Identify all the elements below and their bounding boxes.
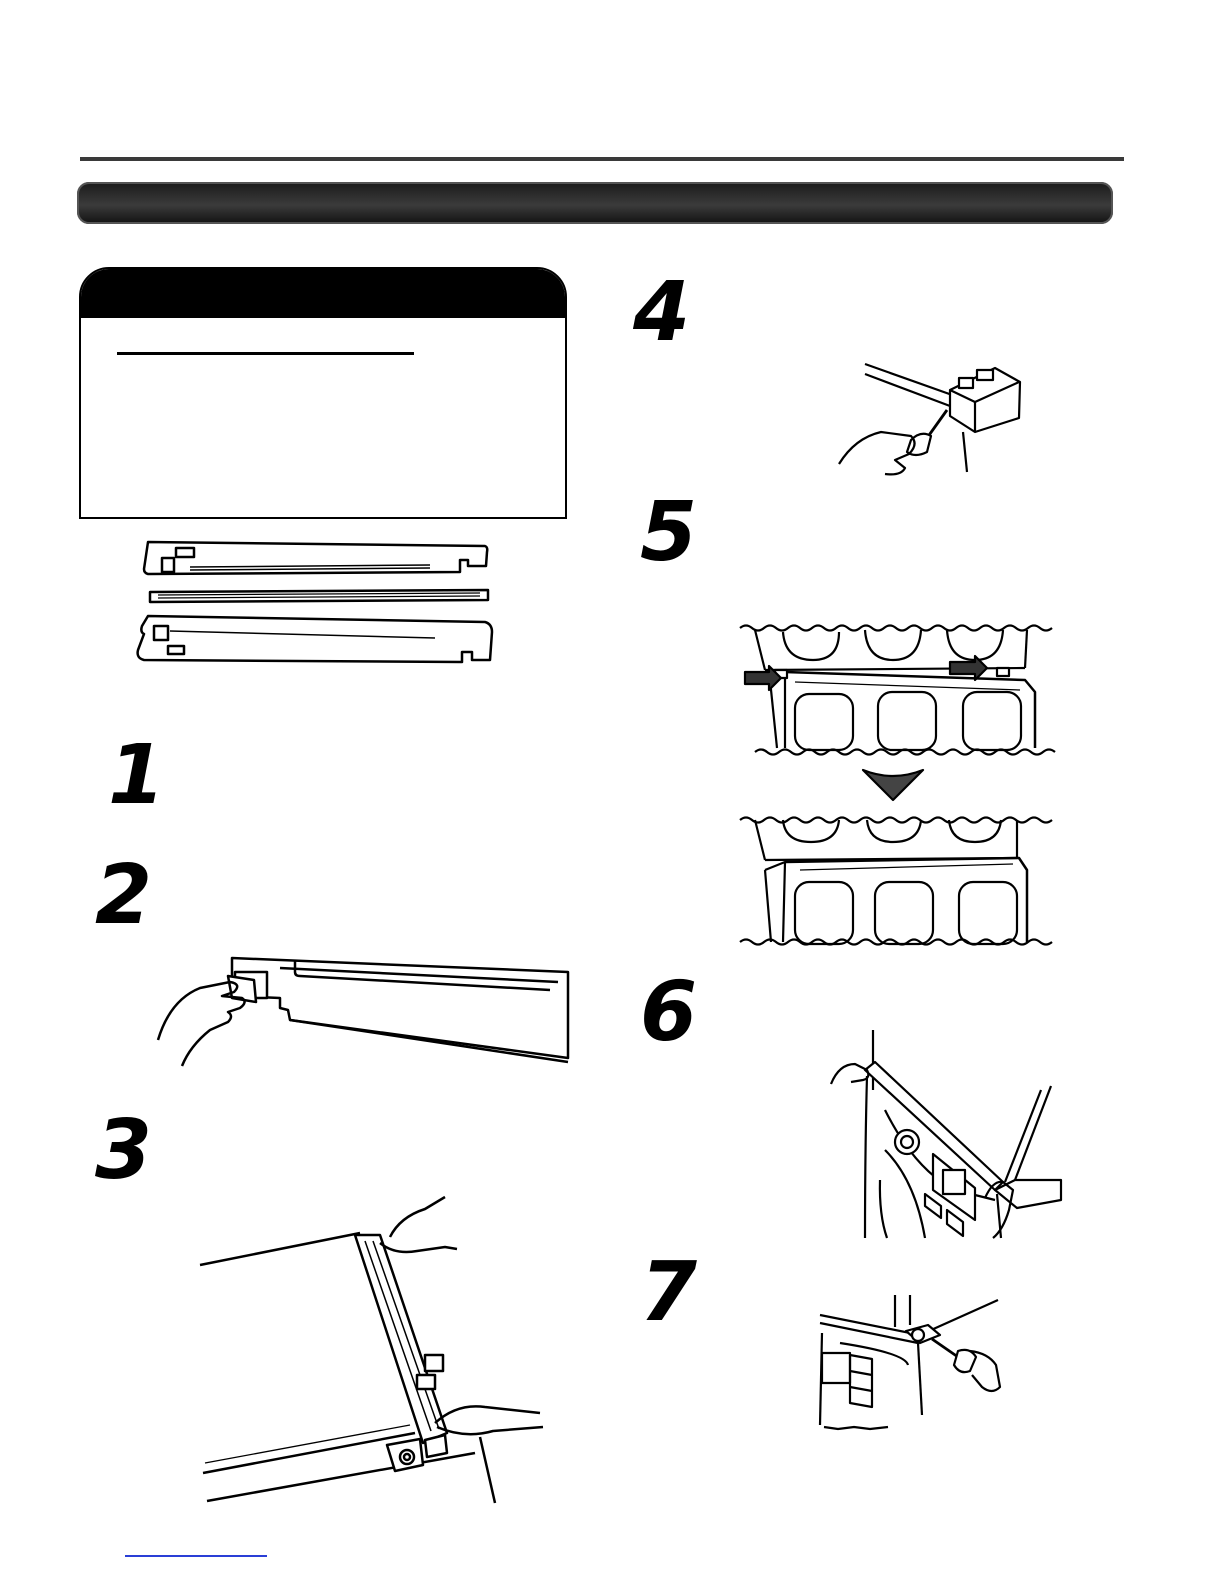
step-number-3: 3 <box>95 1103 151 1198</box>
step-7-illustration <box>810 1295 1035 1435</box>
kit-parts-illustration <box>130 540 500 670</box>
kit-contents-box <box>79 267 567 519</box>
step-6-illustration <box>825 1030 1065 1240</box>
header-rule <box>80 157 1124 161</box>
step-number-6: 6 <box>640 965 696 1060</box>
section-title-bar <box>77 182 1113 224</box>
step-number-5: 5 <box>640 485 696 580</box>
step-3-illustration <box>195 1195 555 1510</box>
step-5-illustration <box>735 620 1065 955</box>
step-number-2: 2 <box>95 848 151 943</box>
step-number-7: 7 <box>640 1245 696 1340</box>
step-number-4: 4 <box>633 265 689 360</box>
footer-link[interactable] <box>125 1555 267 1557</box>
step-4-illustration <box>835 360 1030 478</box>
step-2-illustration <box>150 950 570 1070</box>
kit-contents-header <box>81 269 565 318</box>
kit-contents-underline <box>117 352 414 355</box>
step-number-1: 1 <box>108 728 164 823</box>
